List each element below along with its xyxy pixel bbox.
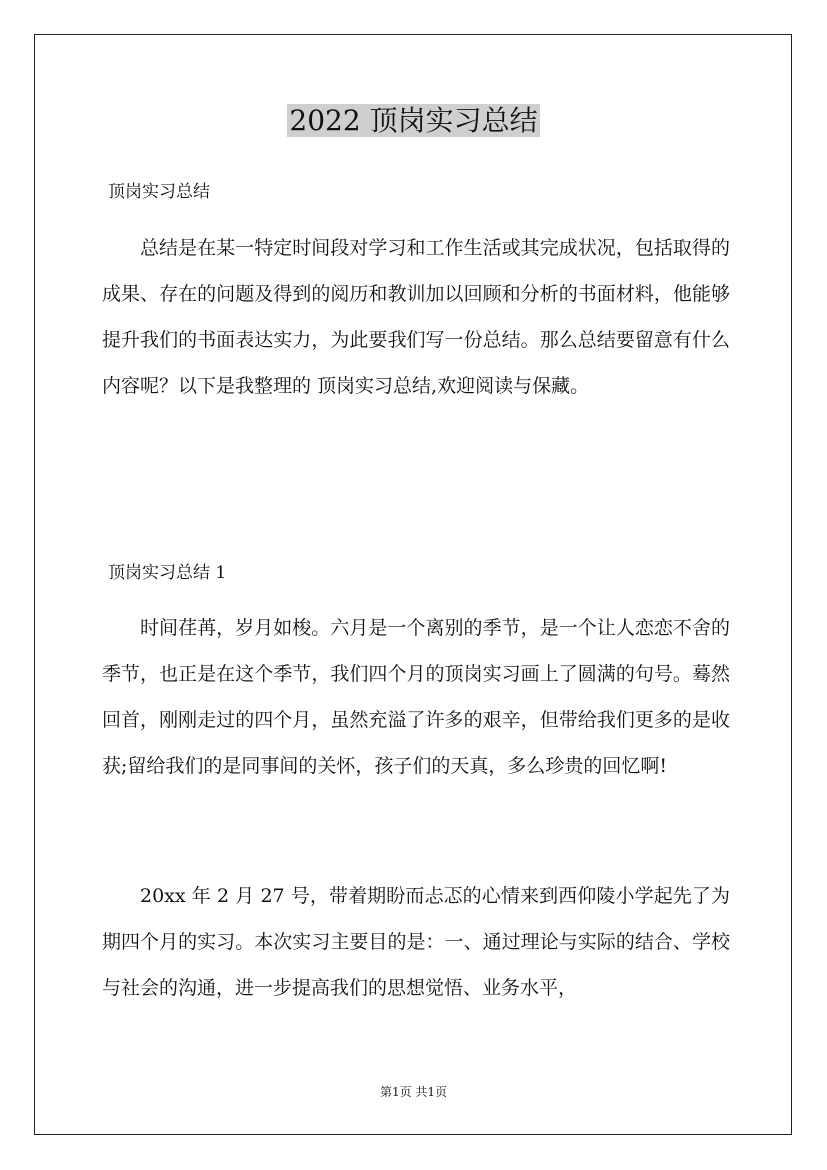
document-title [0, 101, 827, 141]
subheading: 顶岗实习总结 [108, 182, 210, 202]
section-heading: 顶岗实习总结 1 [108, 563, 227, 583]
page-footer: 第1页 共1页 [379, 1085, 448, 1099]
intro-paragraph: 总结是在某一特定时间段对学习和工作生活或其完成状况，包括取得的成果、存在的问题及得到的阅历和教训加以回顾和分析的书面材料，他能够提升我们的书面表达实力，为此要我们写一份总结。那么总结要留意有什么内容呢？以下是我整理的 顶岗实习总结,欢迎阅读与保藏。 [102, 237, 730, 397]
body-paragraph-2: 20xx 年 2 月 27 号，带着期盼而忐忑的心情来到西仰陵小学起先了为期四个月的实习。本次实习主要目的是：一、通过理论与实际的结合、学校与社会的沟通，进一步提高我们的思想觉悟、业务水平， [102, 885, 730, 999]
body-paragraph-1: 时间荏苒，岁月如梭。六月是一个离别的季节，是一个让人恋恋不舍的季节，也正是在这个季节，我们四个月的顶岗实习画上了圆满的句号。蓦然回首，刚刚走过的四个月，虽然充溢了许多的艰辛，但带给我们更多的是收获;留给我们的是同事间的关怀，孩子们的天真，多么珍贵的回忆啊! [102, 617, 730, 777]
title-text: 2022 顶岗实习总结 [289, 104, 538, 137]
